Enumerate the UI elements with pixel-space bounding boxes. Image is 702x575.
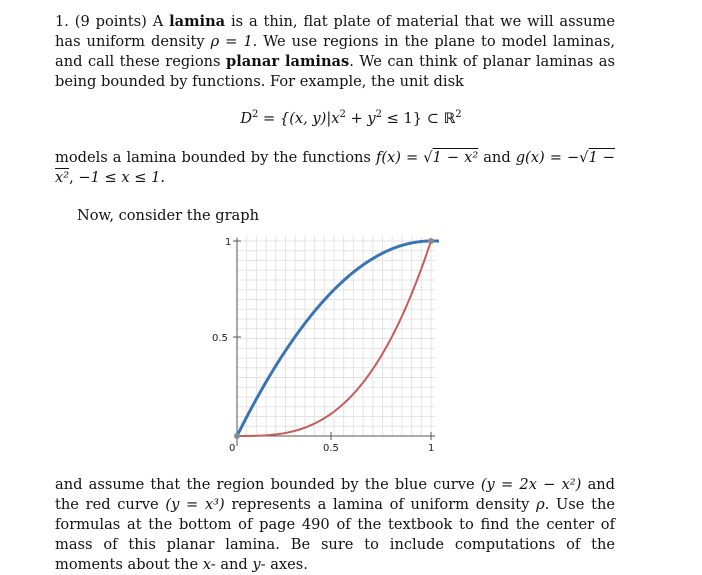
intro-paragraph (55, 12, 615, 92)
disk-sq1: 2 (339, 109, 346, 121)
disk-lhs: D (240, 110, 253, 127)
intro-text-3: We use regions in the plane to model laminas, and call these regions (55, 33, 615, 70)
term-planar-laminas: planar laminas (226, 53, 350, 70)
red-data-point (295, 430, 296, 431)
disk-reals-sup: 2 (455, 109, 462, 121)
disk-plus: + y (345, 110, 376, 127)
closing-and: and (220, 556, 248, 573)
grid (237, 236, 435, 436)
x-tick-label-1: 1 (428, 443, 435, 454)
red-data-point (256, 435, 257, 436)
red-data-point (333, 411, 334, 412)
density-equation: ρ = 1. (210, 33, 258, 50)
term-lamina: lamina (169, 13, 226, 30)
bounded-text: models a lamina bounded by the functions (55, 149, 371, 166)
intro-text-2: is a thin, flat plate of material that we will assume has uniform density (55, 13, 615, 50)
unit-disk-equation (0, 109, 702, 129)
intro-text-1: A (152, 13, 164, 30)
blue-data-point (275, 365, 276, 366)
x-tick-label-0.5: 0.5 (323, 443, 339, 454)
comma: , (69, 169, 74, 186)
red-data-point (411, 293, 412, 294)
and-word: and (483, 149, 511, 166)
rho-symbol: ρ. (536, 496, 550, 513)
closing-paragraph (55, 475, 615, 575)
closing-text-5: axes. (270, 556, 308, 573)
blue-data-point (314, 311, 315, 312)
closing-text-1: and assume that the region bounded by the blue curve (55, 476, 475, 493)
bounded-paragraph (55, 148, 615, 188)
domain-inequality: −1 ≤ x ≤ 1. (78, 169, 166, 186)
intro-text-4: . We can think of planar laminas as being bounded by functions. For example, the unit disk (55, 53, 615, 90)
problem-points: (9 points) (74, 13, 147, 30)
problem-number: 1. (55, 13, 69, 30)
blue-data-point (295, 336, 296, 337)
axes (237, 238, 435, 446)
x-tick-label-0: 0 (229, 443, 236, 454)
g-radicand: 1 − x² (55, 149, 616, 186)
intersection-point-one (428, 238, 434, 244)
red-data-point (372, 369, 373, 370)
disk-set-start: = {(x, y)|x (258, 110, 340, 127)
blue-data-point (353, 272, 354, 273)
intersection-point-origin (234, 433, 240, 439)
graph (210, 232, 450, 462)
x-axis-ref: x- (202, 556, 216, 573)
red-data-point (275, 434, 276, 435)
disk-lhs-sup: 2 (252, 109, 259, 121)
closing-text-2: and the red curve (55, 476, 616, 513)
blue-data-point (256, 398, 257, 399)
disk-sq2: 2 (375, 109, 382, 121)
closing-text-4: Use the formulas at the bottom of page 490 of the textbook to find the center of mass of this planar lamina. Be sure to include computations of the moments about the (55, 496, 616, 573)
red-data-point (353, 393, 354, 394)
red-curve-equation: (y = x³) (165, 496, 225, 513)
red-data-point (314, 423, 315, 424)
disk-reals: ℝ (443, 110, 456, 127)
blue-curve-equation: (y = 2x − x²) (480, 476, 582, 493)
y-tick-label-1: 1 (225, 237, 232, 248)
y-axis-ref: y- (252, 556, 266, 573)
blue-data-point (411, 242, 412, 243)
now-consider-text: Now, consider the graph (77, 207, 260, 224)
y-tick-label-0.5: 0.5 (212, 333, 228, 344)
g-function: g(x) = −√ (515, 149, 589, 166)
f-radicand: 1 − x² (432, 149, 479, 166)
blue-data-point (333, 289, 334, 290)
red-data-point (392, 336, 393, 337)
f-function: f(x) = √ (375, 149, 433, 166)
blue-data-point (372, 258, 373, 259)
disk-le: ≤ 1} ⊂ (382, 110, 444, 127)
blue-data-point (392, 248, 393, 249)
closing-text-3: represents a lamina of uniform density (231, 496, 530, 513)
